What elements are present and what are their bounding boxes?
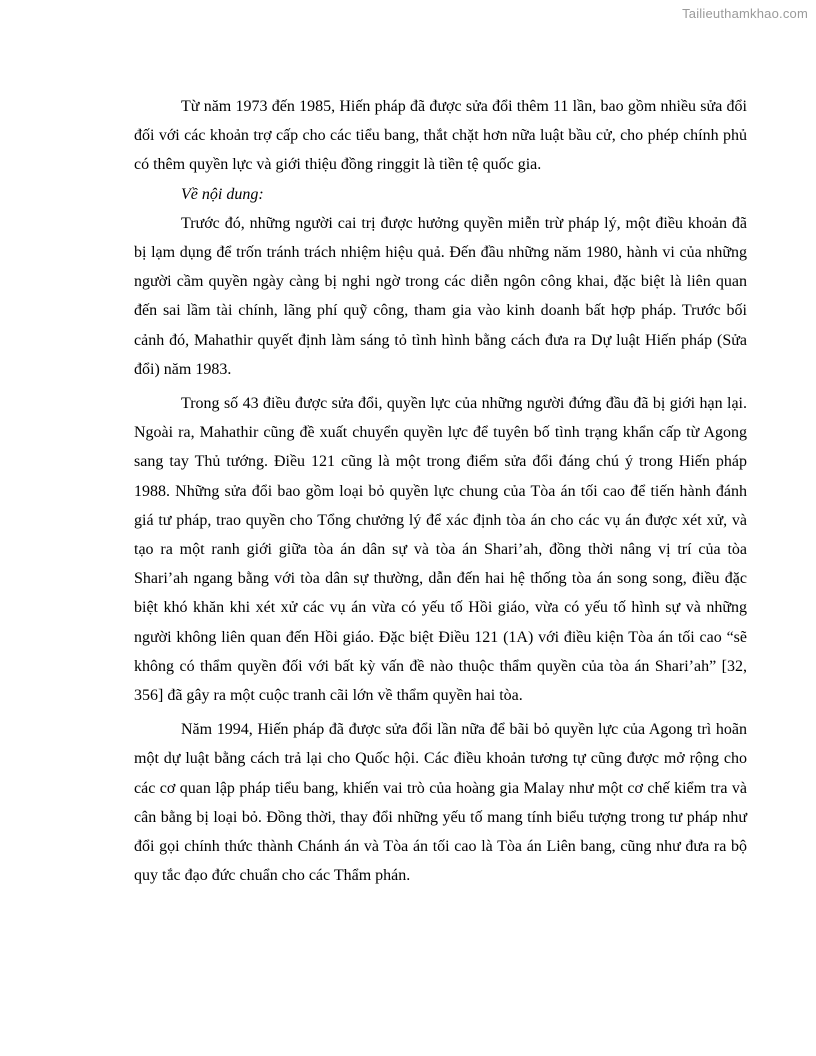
paragraph-article-121: Trong số 43 điều được sửa đổi, quyền lực của những người đứng đầu đã bị giới hạn lại. Ngoài ra, Mahathir cũng đề xuất chuyển quyền lực để tuyên bố tình trạng khẩn cấp từ Agong sang tay Thủ tướng. Điều 121 cũng là một trong điểm sửa đổi đáng chú ý trong Hiến pháp 1988. Những sửa đổi bao gồm loại bỏ quyền lực chung của Tòa án tối cao để tiến hành đánh giá tư pháp, trao quyền cho Tổng chưởng lý để xác định tòa án cho các vụ án được xét xử, và tạo ra một ranh giới giữa tòa án dân sự và tòa án Shari’ah, đồng thời nâng vị trí của tòa Shari’ah ngang bằng với tòa dân sự thường, dẫn đến hai hệ thống tòa án song song, điều đặc biệt khó khăn khi xét xử các vụ án vừa có yếu tố Hồi giáo, vừa có yếu tố hình sự và những người không liên quan đến Hồi giáo. Đặc biệt Điều 121 (1A) với điều kiện Tòa án tối cao “sẽ không có thẩm quyền đối với bất kỳ vấn đề nào thuộc thẩm quyền của tòa án Shari’ah” [32, 356] đã gây ra một cuộc tranh cãi lớn về thẩm quyền hai tòa. [134, 395, 747, 705]
section-heading-content: Về nội dung: [181, 185, 264, 203]
paragraph-legal-immunity: Trước đó, những người cai trị được hưởng quyền miễn trừ pháp lý, một điều khoản đã bị lạm dụng để trốn tránh trách nhiệm hiệu quả. Đến đầu những năm 1980, hành vi của những người cầm quyền ngày càng bị nghi ngờ trong các diễn ngôn công khai, đặc biệt là liên quan đến sai lầm tài chính, lãng phí quỹ công, tham gia vào kinh doanh bất hợp pháp. Trước bối cảnh đó, Mahathir quyết định làm sáng tỏ tình hình bằng cách đưa ra Dự luật Hiến pháp (Sửa đổi) năm 1983. [134, 214, 747, 378]
document-body [134, 92, 747, 890]
paragraph-amendment-1994: Năm 1994, Hiến pháp đã được sửa đổi lần nữa để bãi bỏ quyền lực của Agong trì hoãn một dự luật bằng cách trả lại cho Quốc hội. Các điều khoản tương tự cũng được mở rộng cho các cơ quan lập pháp tiểu bang, khiến vai trò của hoàng gia Malay như một cơ chế kiểm tra và cân bằng bị loại bỏ. Đồng thời, thay đổi những yếu tố mang tính biểu tượng trong tư pháp như đổi gọi chính thức thành Chánh án và Tòa án tối cao là Tòa án Liên bang, cũng như đưa ra bộ quy tắc đạo đức chuẩn cho các Thẩm phán. [134, 721, 747, 885]
paragraph-amendments-1973-1985: Từ năm 1973 đến 1985, Hiến pháp đã được sửa đổi thêm 11 lần, bao gồm nhiều sửa đổi đối với các khoản trợ cấp cho các tiểu bang, thắt chặt hơn nữa luật bầu cử, cho phép chính phủ có thêm quyền lực và giới thiệu đồng ringgit là tiền tệ quốc gia. [134, 98, 747, 174]
watermark: Tailieuthamkhao.com [682, 6, 808, 21]
